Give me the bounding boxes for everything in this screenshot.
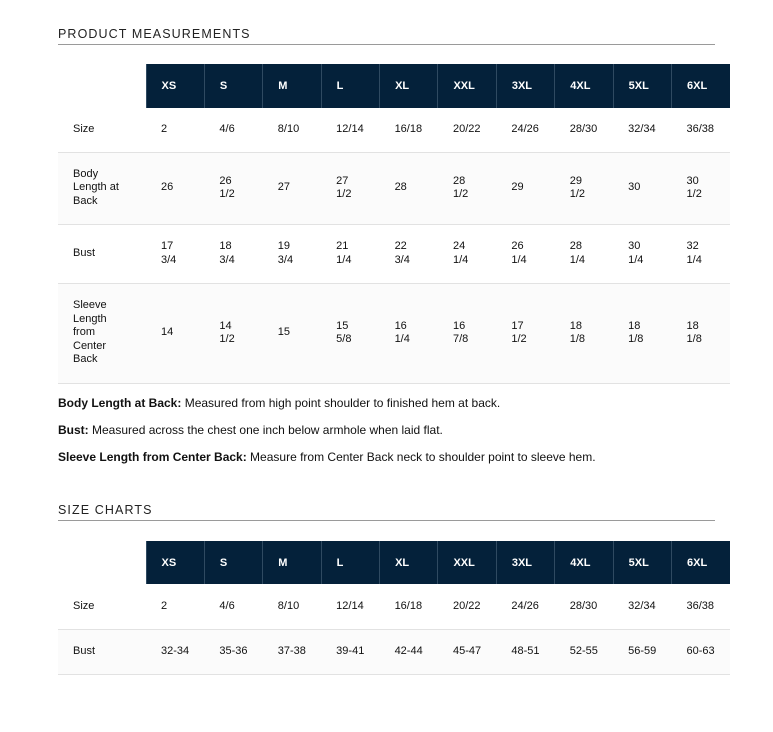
table-cell: 27 xyxy=(263,152,321,224)
note-body-length: Body Length at Back: Measured from high point shoulder to finished hem at back. xyxy=(58,396,501,410)
table-cell: 4/6 xyxy=(204,108,262,152)
row-label: Size xyxy=(58,108,146,152)
size-header-m: M xyxy=(263,541,321,584)
table-cell: 17 3/4 xyxy=(146,224,204,283)
size-header-l: L xyxy=(321,64,379,108)
size-header-xxl: XXL xyxy=(438,64,496,108)
table-cell: 16/18 xyxy=(380,584,438,629)
header-corner xyxy=(58,64,146,108)
table-cell: 30 xyxy=(613,152,671,224)
row-label: Size xyxy=(58,584,146,629)
table-cell: 17 1/2 xyxy=(496,283,554,383)
measurement-notes xyxy=(58,396,738,477)
table-cell: 56-59 xyxy=(613,629,671,674)
table-cell: 16/18 xyxy=(380,108,438,152)
row-label: Sleeve Length from Center Back xyxy=(58,283,146,383)
note-bust: Bust: Measured across the chest one inch below armhole when laid flat. xyxy=(58,423,443,437)
note-sleeve-length: Sleeve Length from Center Back: Measure from Center Back neck to shoulder point to sleeve hem. xyxy=(58,450,596,464)
size-header-6xl: 6XL xyxy=(672,64,730,108)
measurements-table xyxy=(58,64,730,384)
table-cell: 27 1/2 xyxy=(321,152,379,224)
table-cell: 18 1/8 xyxy=(613,283,671,383)
size-header-xxl: XXL xyxy=(438,541,496,584)
size-header-l: L xyxy=(321,541,379,584)
table-cell: 32-34 xyxy=(146,629,204,674)
size-chart-header-row xyxy=(58,541,730,584)
row-label: Body Length at Back xyxy=(58,152,146,224)
table-row xyxy=(58,108,730,152)
product-measurements-title: PRODUCT MEASUREMENTS xyxy=(58,27,715,45)
table-cell: 12/14 xyxy=(321,108,379,152)
table-cell: 20/22 xyxy=(438,584,496,629)
table-cell: 2 xyxy=(146,584,204,629)
size-header-5xl: 5XL xyxy=(613,541,671,584)
table-cell: 39-41 xyxy=(321,629,379,674)
table-cell: 28 1/4 xyxy=(555,224,613,283)
table-cell: 15 xyxy=(263,283,321,383)
table-cell: 28/30 xyxy=(555,108,613,152)
size-header-3xl: 3XL xyxy=(496,541,554,584)
table-cell: 12/14 xyxy=(321,584,379,629)
size-header-xl: XL xyxy=(380,541,438,584)
size-header-xl: XL xyxy=(380,64,438,108)
table-cell: 15 5/8 xyxy=(321,283,379,383)
measurements-header-row xyxy=(58,64,730,108)
table-cell: 24 1/4 xyxy=(438,224,496,283)
size-charts-title: SIZE CHARTS xyxy=(58,503,715,521)
size-header-6xl: 6XL xyxy=(672,541,730,584)
table-cell: 45-47 xyxy=(438,629,496,674)
table-cell: 32 1/4 xyxy=(672,224,730,283)
table-cell: 14 xyxy=(146,283,204,383)
table-cell: 14 1/2 xyxy=(204,283,262,383)
table-cell: 18 1/8 xyxy=(672,283,730,383)
table-cell: 35-36 xyxy=(204,629,262,674)
table-cell: 26 1/4 xyxy=(496,224,554,283)
table-cell: 36/38 xyxy=(672,108,730,152)
table-cell: 60-63 xyxy=(672,629,730,674)
row-label: Bust xyxy=(58,224,146,283)
size-chart-table xyxy=(58,541,730,675)
table-row xyxy=(58,224,730,283)
table-cell: 32/34 xyxy=(613,584,671,629)
table-cell: 42-44 xyxy=(380,629,438,674)
table-cell: 22 3/4 xyxy=(380,224,438,283)
table-cell: 32/34 xyxy=(613,108,671,152)
table-cell: 28/30 xyxy=(555,584,613,629)
table-row xyxy=(58,283,730,383)
table-cell: 21 1/4 xyxy=(321,224,379,283)
table-cell: 28 xyxy=(380,152,438,224)
table-row xyxy=(58,152,730,224)
table-cell: 36/38 xyxy=(672,584,730,629)
table-cell: 2 xyxy=(146,108,204,152)
table-cell: 26 xyxy=(146,152,204,224)
table-cell: 8/10 xyxy=(263,584,321,629)
table-cell: 8/10 xyxy=(263,108,321,152)
row-label: Bust xyxy=(58,629,146,674)
table-cell: 18 1/8 xyxy=(555,283,613,383)
header-corner xyxy=(58,541,146,584)
size-header-4xl: 4XL xyxy=(555,64,613,108)
table-row xyxy=(58,629,730,674)
table-cell: 24/26 xyxy=(496,108,554,152)
table-cell: 16 1/4 xyxy=(380,283,438,383)
size-header-m: M xyxy=(263,64,321,108)
size-header-3xl: 3XL xyxy=(496,64,554,108)
size-header-5xl: 5XL xyxy=(613,64,671,108)
table-cell: 24/26 xyxy=(496,584,554,629)
table-cell: 28 1/2 xyxy=(438,152,496,224)
size-header-xs: XS xyxy=(146,541,204,584)
size-header-xs: XS xyxy=(146,64,204,108)
size-header-4xl: 4XL xyxy=(555,541,613,584)
table-cell: 37-38 xyxy=(263,629,321,674)
table-cell: 18 3/4 xyxy=(204,224,262,283)
table-cell: 30 1/2 xyxy=(672,152,730,224)
table-cell: 19 3/4 xyxy=(263,224,321,283)
size-header-s: S xyxy=(204,64,262,108)
table-cell: 4/6 xyxy=(204,584,262,629)
table-cell: 29 xyxy=(496,152,554,224)
table-cell: 16 7/8 xyxy=(438,283,496,383)
table-row xyxy=(58,584,730,629)
table-cell: 30 1/4 xyxy=(613,224,671,283)
table-cell: 52-55 xyxy=(555,629,613,674)
size-header-s: S xyxy=(204,541,262,584)
table-cell: 48-51 xyxy=(496,629,554,674)
table-cell: 26 1/2 xyxy=(204,152,262,224)
table-cell: 20/22 xyxy=(438,108,496,152)
table-cell: 29 1/2 xyxy=(555,152,613,224)
